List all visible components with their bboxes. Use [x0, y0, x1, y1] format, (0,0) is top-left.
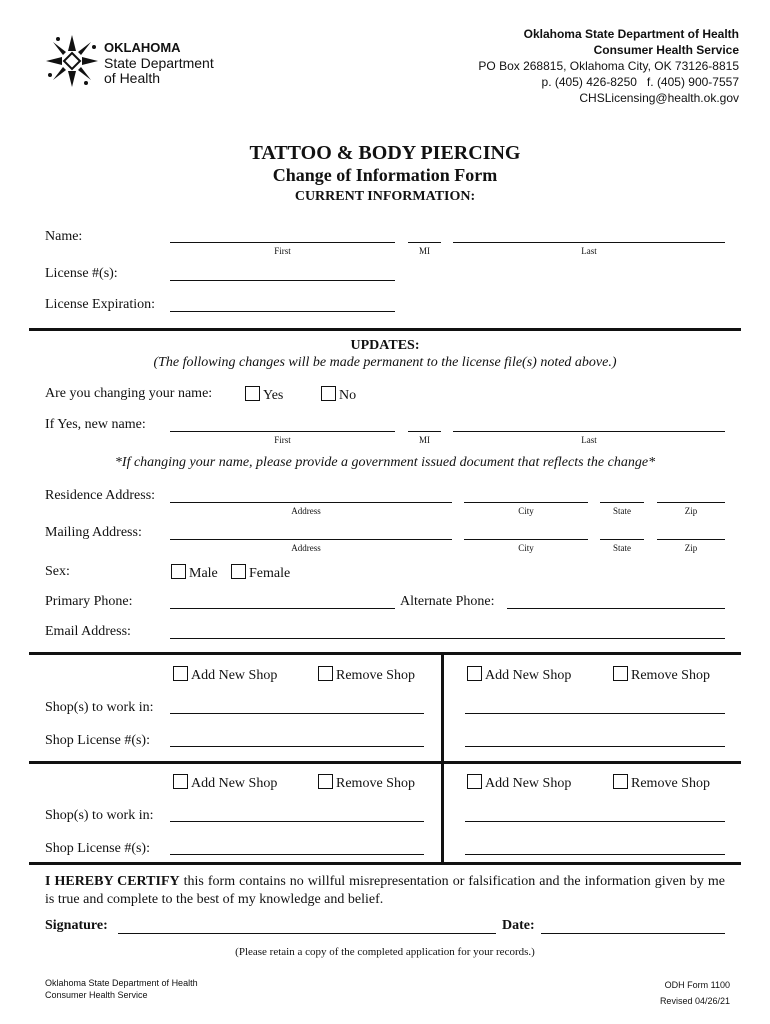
current-mi-field[interactable]	[408, 242, 441, 243]
signature-label: Signature:	[45, 918, 108, 933]
retain-copy-note: (Please retain a copy of the completed application for your records.)	[235, 946, 535, 958]
shop-work-field-1b[interactable]	[465, 713, 725, 714]
remove-shop-checkbox[interactable]	[318, 666, 333, 681]
shop-license-field-1a[interactable]	[170, 746, 424, 747]
primary-phone-field[interactable]	[170, 608, 395, 609]
address-caption: Address	[291, 506, 321, 516]
shop-work-field-1a[interactable]	[170, 713, 424, 714]
shop-license-label: Shop License #(s):	[45, 733, 150, 748]
logo-line-1: OKLAHOMA	[104, 40, 181, 55]
signature-field[interactable]	[118, 933, 496, 934]
city-caption: City	[518, 506, 534, 516]
form-subtitle: Change of Information Form	[272, 165, 498, 185]
remove-shop-checkbox[interactable]	[613, 666, 628, 681]
shop-work-label: Shop(s) to work in:	[45, 808, 154, 823]
current-expiration-field[interactable]	[170, 311, 395, 312]
mailing-city-field[interactable]	[464, 539, 588, 540]
shop-work-label: Shop(s) to work in:	[45, 700, 154, 715]
certification-statement	[45, 873, 725, 909]
new-first-caption: First	[274, 435, 291, 445]
logo-line-3: of Health	[104, 70, 161, 86]
shop-license-label: Shop License #(s):	[45, 841, 150, 856]
form-title: TATTOO & BODY PIERCING	[249, 142, 521, 164]
agency-contact	[478, 26, 739, 106]
current-first-name-field[interactable]	[170, 242, 395, 243]
shop-divider-2	[29, 761, 741, 764]
shop-column-divider-1	[441, 652, 444, 762]
no-option[interactable]	[321, 386, 356, 404]
new-last-caption: Last	[581, 435, 597, 445]
certify-divider	[29, 862, 741, 865]
add-shop-label: Add New Shop	[485, 668, 572, 683]
remove-shop-label: Remove Shop	[631, 776, 710, 791]
male-checkbox[interactable]	[171, 564, 186, 579]
certify-text: this form contains no willful misrepresentation or falsification and the information given by me is true and complete to the best of my knowledge and belief.	[45, 874, 725, 907]
mailing-zip-field[interactable]	[657, 539, 725, 540]
new-mi-caption: MI	[419, 435, 430, 445]
sex-label: Sex:	[45, 564, 70, 579]
new-name-label: If Yes, new name:	[45, 417, 146, 432]
expiration-label: License Expiration:	[45, 297, 156, 312]
remove-shop-label: Remove Shop	[336, 668, 415, 683]
shop-license-field-2b[interactable]	[465, 854, 725, 855]
remove-shop-checkbox[interactable]	[613, 774, 628, 789]
change-name-label: Are you changing your name:	[45, 386, 213, 401]
add-shop-option-1a[interactable]	[173, 666, 277, 684]
female-option[interactable]	[231, 564, 290, 582]
date-label: Date:	[502, 918, 535, 933]
email-label: Email Address:	[45, 624, 131, 639]
mailing-city-caption: City	[518, 543, 534, 553]
residence-state-field[interactable]	[600, 502, 644, 503]
last-caption: Last	[581, 246, 597, 256]
alternate-phone-field[interactable]	[507, 608, 725, 609]
female-label: Female	[249, 566, 291, 581]
revision-date: Revised 04/26/21	[659, 996, 730, 1006]
alternate-phone-label: Alternate Phone:	[400, 594, 495, 609]
footer-service: Consumer Health Service	[45, 990, 148, 1000]
new-first-name-field[interactable]	[170, 431, 395, 432]
footer-right	[660, 977, 730, 1009]
footer-left	[45, 977, 198, 1001]
yes-checkbox[interactable]	[245, 386, 260, 401]
mailing-address: PO Box 268815, Oklahoma City, OK 73126-8815	[478, 59, 739, 73]
current-last-name-field[interactable]	[453, 242, 725, 243]
service-name: Consumer Health Service	[593, 43, 739, 57]
add-shop-option-2b[interactable]	[467, 774, 571, 792]
remove-shop-option-2a[interactable]	[318, 774, 415, 792]
add-shop-checkbox[interactable]	[467, 774, 482, 789]
shop-work-field-2b[interactable]	[465, 821, 725, 822]
add-shop-option-2a[interactable]	[173, 774, 277, 792]
add-shop-checkbox[interactable]	[173, 666, 188, 681]
remove-shop-option-1b[interactable]	[613, 666, 710, 684]
add-shop-option-1b[interactable]	[467, 666, 571, 684]
mailing-state-field[interactable]	[600, 539, 644, 540]
residence-label: Residence Address:	[45, 488, 156, 503]
certify-bold: I HEREBY CERTIFY	[45, 874, 180, 889]
remove-shop-option-1a[interactable]	[318, 666, 415, 684]
mi-caption: MI	[419, 246, 430, 256]
remove-shop-option-2b[interactable]	[613, 774, 710, 792]
mailing-address-caption: Address	[291, 543, 321, 553]
shop-license-field-2a[interactable]	[170, 854, 424, 855]
yes-label: Yes	[263, 388, 284, 403]
residence-address-field[interactable]	[170, 502, 452, 503]
email-field[interactable]	[170, 638, 725, 639]
residence-zip-field[interactable]	[657, 502, 725, 503]
remove-shop-label: Remove Shop	[336, 776, 415, 791]
current-license-field[interactable]	[170, 280, 395, 281]
section-divider	[29, 328, 741, 331]
license-label: License #(s):	[45, 266, 118, 281]
mailing-address-field[interactable]	[170, 539, 452, 540]
shop-work-field-2a[interactable]	[170, 821, 424, 822]
remove-shop-label: Remove Shop	[631, 668, 710, 683]
new-mi-field[interactable]	[408, 431, 441, 432]
male-label: Male	[189, 566, 218, 581]
date-field[interactable]	[541, 933, 725, 934]
name-change-note: *If changing your name, please provide a government issued document that reflects the change*	[114, 455, 656, 470]
yes-option[interactable]	[245, 386, 283, 404]
add-shop-label: Add New Shop	[191, 776, 278, 791]
no-checkbox[interactable]	[321, 386, 336, 401]
male-option[interactable]	[171, 564, 218, 582]
shop-license-field-1b[interactable]	[465, 746, 725, 747]
new-last-name-field[interactable]	[453, 431, 725, 432]
add-shop-checkbox[interactable]	[173, 774, 188, 789]
mailing-label: Mailing Address:	[45, 525, 142, 540]
logo-line-2: State Department	[104, 55, 214, 71]
updates-heading: UPDATES:	[350, 338, 420, 353]
star-logo-icon	[44, 33, 100, 89]
updates-subheading: (The following changes will be made permanent to the license file(s) noted above.)	[153, 355, 617, 370]
add-shop-checkbox[interactable]	[467, 666, 482, 681]
add-shop-label: Add New Shop	[191, 668, 278, 683]
add-shop-label: Add New Shop	[485, 776, 572, 791]
no-label: No	[339, 388, 357, 403]
first-caption: First	[274, 246, 291, 256]
female-checkbox[interactable]	[231, 564, 246, 579]
contact-email: CHSLicensing@health.ok.gov	[579, 91, 739, 105]
mailing-state-caption: State	[613, 543, 631, 553]
shop-column-divider-2	[441, 761, 444, 863]
shop-divider-1	[29, 652, 741, 655]
state-caption: State	[613, 506, 631, 516]
mailing-zip-caption: Zip	[684, 543, 698, 553]
form-number: ODH Form 1100	[664, 980, 730, 990]
primary-phone-label: Primary Phone:	[45, 594, 133, 609]
dept-name: Oklahoma State Department of Health	[523, 27, 739, 41]
current-info-heading: CURRENT INFORMATION:	[294, 189, 476, 204]
remove-shop-checkbox[interactable]	[318, 774, 333, 789]
zip-caption: Zip	[684, 506, 698, 516]
agency-logo	[44, 33, 244, 89]
footer-dept: Oklahoma State Department of Health	[45, 978, 198, 988]
residence-city-field[interactable]	[464, 502, 588, 503]
name-label: Name:	[45, 229, 83, 244]
phone-fax: p. (405) 426-8250 f. (405) 900-7557	[541, 75, 739, 89]
